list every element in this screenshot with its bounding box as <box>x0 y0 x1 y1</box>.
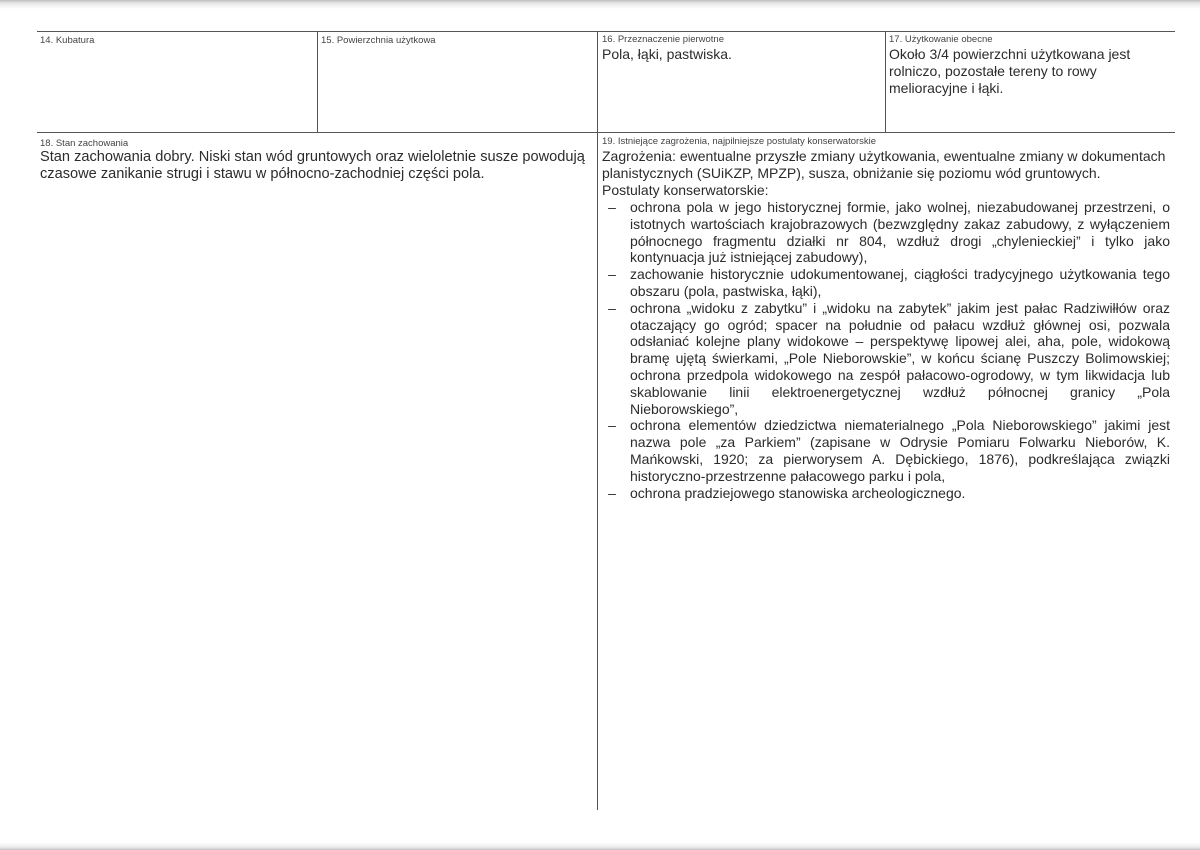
postulate-text: ochrona elementów dziedzictwa niematerialnego „Pola Nieborowskiego” jakimi jest nazwa pole „za Parkiem” (zapisane w Odrysie Pomiaru Folwarku Nieborów, K. Mańkowski, 1920; za pierworysem A. Dębickiego, 1876), podkreślająca związki historyczno-przestrzenne pałacowego parku i pola, <box>630 417 1170 484</box>
postulate-item <box>608 266 1170 300</box>
field-19-threats: Zagrożenia: ewentualne przyszłe zmiany użytkowania, ewentualne zmiany w dokumentach planistycznych (SUiKZP, MPZP), susza, obniżanie się poziomu wód gruntowych. <box>602 148 1166 181</box>
postulate-text: zachowanie historycznie udokumentowanej, ciągłości tradycyjnego użytkowania tego obszaru (pola, pastwiska, łąki), <box>630 266 1170 299</box>
row-divider <box>37 132 1175 133</box>
postulate-text: ochrona pradziejowego stanowiska archeologicznego. <box>630 484 966 501</box>
postulate-item <box>608 199 1170 266</box>
field-14-label: 14. Kubatura <box>40 35 95 46</box>
col-divider-16-17 <box>885 31 886 132</box>
scan-edge-top <box>0 0 1200 10</box>
dash-marker: – <box>608 266 616 283</box>
col-divider-14-15 <box>317 31 318 132</box>
field-18-value: Stan zachowania dobry. Niski stan wód gruntowych oraz wieloletnie susze powodują czasowe zanikanie strugi i stawu w północno-zachodniej części pola. <box>40 149 585 182</box>
field-19-label: 19. Istniejące zagrożenia, najpilniejsze postulaty konserwatorskie <box>602 136 877 147</box>
field-16-label: 16. Przeznaczenie pierwotne <box>602 34 724 45</box>
field-18-label: 18. Stan zachowania <box>40 138 129 149</box>
field-18-stan-zachowania <box>40 138 592 183</box>
dash-marker: – <box>608 417 616 434</box>
postulate-item <box>608 299 1170 418</box>
field-17-label: 17. Użytkowanie obecne <box>889 34 993 45</box>
field-14-kubatura <box>40 35 315 46</box>
postulate-text: ochrona „widoku z zabytku” i „widoku na zabytek” jakim jest pałac Radziwiłłów oraz otaczający go ogród; spacer na południe od pałacu wzdłuż głównej osi, pozwala odsłaniać kolejne plany widokowe – perspektywę lipowej alei, aha, pole, widokową bramę ujętą świerkami, „Pole Nieborowskie”, w końcu ścianę Puszczy Bolimowskiej; ochrona przedpola widokowego na zespół pałacowo-ogrodowy, w tym likwidacja lub skablowanie linii elektroenergetycznej wzdłuż północnej granicy „Pola Nieborowskiego”, <box>630 299 1170 417</box>
dash-marker: – <box>608 199 616 215</box>
heritage-record-form <box>37 31 1175 810</box>
field-17-uzytkowanie <box>889 34 1171 97</box>
dash-marker: – <box>608 484 616 501</box>
field-19-postulates-heading: Postulaty konserwatorskie: <box>602 182 769 198</box>
field-16-przeznaczenie <box>602 34 882 63</box>
postulate-item <box>608 417 1170 484</box>
field-16-value: Pola, łąki, pastwiska. <box>602 46 732 62</box>
postulates-list <box>602 199 1170 501</box>
field-19-zagrozenia <box>602 136 1170 501</box>
form-top-border <box>37 31 1175 32</box>
field-15-label: 15. Powierzchnia użytkowa <box>321 35 436 46</box>
postulate-text: ochrona pola w jego historycznej formie, jako wolnej, niezabudowanej przestrzeni, o istotnych wartościach krajobrazowych (bezwzględny zakaz zabudowy, z wyłączeniem północnego fragmentu działki nr 804, wzdłuż drogi „chylenieckiej” i tylko jako kontynuacja już istniejącej zabudowy), <box>630 199 1170 266</box>
postulate-item <box>608 484 1170 502</box>
field-15-powierzchnia <box>321 35 595 46</box>
dash-marker: – <box>608 299 616 316</box>
field-17-value: Około 3/4 powierzchni użytkowana jest rolniczo, pozostałe tereny to rowy melioracyjne i łąki. <box>889 46 1131 96</box>
col-divider-main <box>597 31 598 810</box>
scan-edge-bottom <box>0 842 1200 850</box>
